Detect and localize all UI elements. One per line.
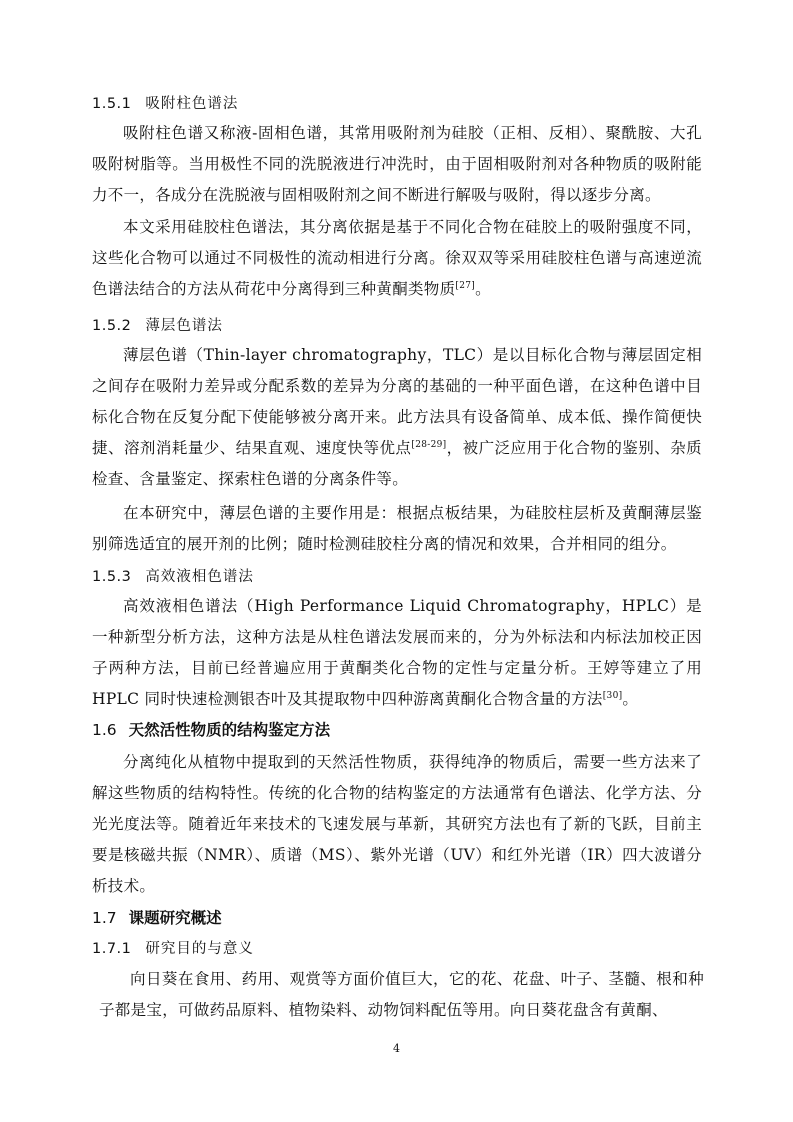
paragraph-tlc <box>92 340 702 495</box>
page-number: 4 <box>393 1042 400 1055</box>
section-title: 天然活性物质的结构鉴定方法 <box>128 721 331 739</box>
section-number: 1.6 <box>92 721 117 739</box>
citation-ref: [27] <box>455 280 476 291</box>
section-title: 吸附柱色谱法 <box>145 96 239 112</box>
section-number: 1.7 <box>92 909 117 927</box>
section-title: 薄层色谱法 <box>145 318 223 334</box>
heading-1-5-3 <box>92 567 254 587</box>
section-number: 1.7.1 <box>92 941 132 957</box>
paragraph-text: 吸附柱色谱又称液-固相色谱，其常用吸附剂为硅胶（正相、反相）、聚酰胺、大孔吸附树脂等。当用极性不同的洗脱液进行冲洗时，由于固相吸附剂对各种物质的吸附能力不一，各成分在洗脱液与固相吸附剂之间不断进行解吸与吸附，得以逐步分离。 <box>92 124 702 204</box>
section-number: 1.5.1 <box>92 96 132 112</box>
paragraph-adsorption-chromatography <box>92 118 702 211</box>
citation-ref: [30] <box>602 690 623 701</box>
citation-ref: [28-29] <box>411 439 447 450</box>
heading-1-6 <box>92 719 330 741</box>
section-number: 1.5.2 <box>92 318 132 334</box>
paragraph-structure-identification <box>92 747 702 902</box>
heading-1-7 <box>92 907 222 929</box>
paragraph-tail: 。 <box>622 690 639 708</box>
section-title: 研究目的与意义 <box>145 941 254 957</box>
section-title: 课题研究概述 <box>128 909 222 927</box>
paragraph-tlc-usage <box>92 498 702 560</box>
paragraph-text: 向日葵在食用、药用、观赏等方面价值巨大，它的花、花盘、叶子、茎髓、根和种子都是宝，可做药品原料、植物染料、动物饲料配伍等用。向日葵花盘含有黄酮、 <box>99 970 704 1019</box>
paragraph-tail: 。 <box>475 280 491 298</box>
paragraph-tail: ，被广泛应用于化合物的鉴别、杂质检查、含量鉴定、探索柱色谱的分离条件等。 <box>92 439 702 488</box>
paragraph-text: 本文采用硅胶柱色谱法，其分离依据是基于不同化合物在硅胶上的吸附强度不同，这些化合物可以通过不同极性的流动相进行分离。徐双双等采用硅胶柱色谱与高速逆流色谱法结合的方法从荷花中分离得到三种黄酮类物质 <box>92 218 702 298</box>
paragraph-text: 薄层色谱（Thin-layer chromatography，TLC）是以目标化合物与薄层固定相之间存在吸附力差异或分配系数的差异为分离的基础的一种平面色谱，在这种色谱中目标化合物在反复分配下使能够被分离开来。此方法具有设备简单、成本低、操作简便快捷、溶剂消耗量少、结果直观、速度快等优点 <box>92 346 702 457</box>
paragraph-sunflower <box>99 964 704 1026</box>
paragraph-silica-chromatography <box>92 212 702 305</box>
paragraph-text: 高效液相色谱法（High Performance Liquid Chromatography，HPLC）是一种新型分析方法，这种方法是从柱色谱法发展而来的，分为外标法和内标法加校正因子两种方法，目前已经普遍应用于黄酮类化合物的定性与定量分析。王婷等建立了用 HPLC 同时快速检测银杏叶及其提取物中四种游离黄酮化合物含量的方法 <box>92 597 702 708</box>
heading-1-5-2 <box>92 316 223 336</box>
heading-1-7-1 <box>92 939 254 959</box>
paragraph-text: 在本研究中，薄层色谱的主要作用是：根据点板结果，为硅胶柱层析及黄酮薄层鉴别筛选适宜的展开剂的比例；随时检测硅胶柱分离的情况和效果，合并相同的组分。 <box>92 504 702 553</box>
section-title: 高效液相色谱法 <box>145 569 254 585</box>
heading-1-5-1 <box>92 94 238 114</box>
paragraph-text: 分离纯化从植物中提取到的天然活性物质，获得纯净的物质后，需要一些方法来了解这些物质的结构特性。传统的化合物的结构鉴定的方法通常有色谱法、化学方法、分光光度法等。随着近年来技术的飞速发展与革新，其研究方法也有了新的飞跃，目前主要是核磁共振（NMR）、质谱（MS）、紫外光谱（UV）和红外光谱（IR）四大波谱分析技术。 <box>92 753 702 895</box>
paragraph-hplc <box>92 591 702 715</box>
section-number: 1.5.3 <box>92 569 132 585</box>
